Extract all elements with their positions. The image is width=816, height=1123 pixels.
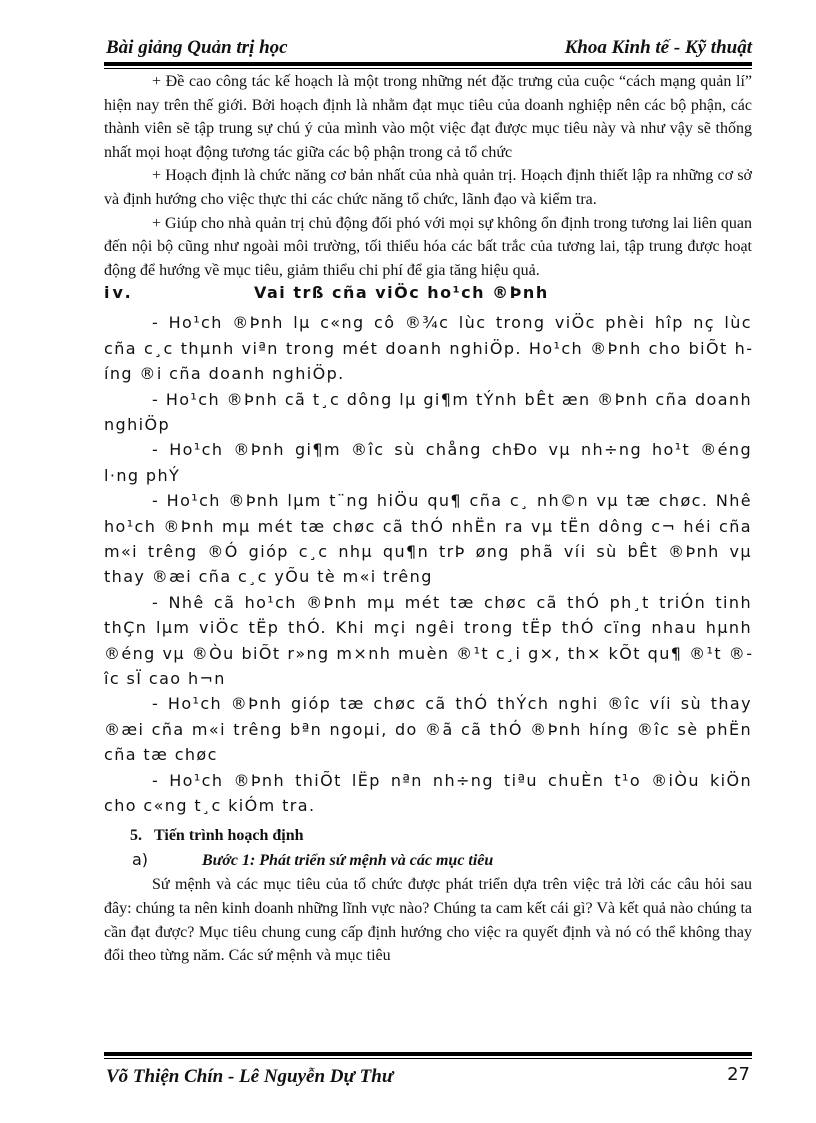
subsection-number: 5.: [130, 827, 142, 845]
page-number: 27: [727, 1064, 750, 1085]
header-rule-thin: [104, 68, 752, 69]
list-item: - Ho¹ch ®Þnh thiÕt lËp nªn nh÷ng tiªu chuÈn t¹o ®iÒu kiÖn cho c«ng t¸c kiÓm tra.: [104, 770, 752, 816]
footer-rule: [104, 1052, 752, 1056]
paragraph: Sứ mệnh và các mục tiêu của tổ chức được phát triển dựa trên việc trả lời các câu hỏi sau đây: chúng ta nên kinh doanh những lĩnh vực nào? Chúng ta cam kết cái gì? Và kết quả nào chúng ta cần đạt được? Mục tiêu chung cung cấp định hướng cho việc ra quyết định và nó có thể không thay đổi theo từng năm. Các sứ mệnh và mục tiêu: [104, 876, 752, 965]
section-number: iv.: [104, 283, 134, 303]
section-heading: [104, 283, 752, 307]
subsection-title: Tiến trình hoạch định: [154, 827, 304, 845]
page-header: [106, 34, 752, 64]
header-course-title: Bài giảng Quản trị học: [106, 37, 288, 58]
header-faculty: Khoa Kinh tế - Kỹ thuật: [564, 37, 752, 58]
header-rule: [104, 62, 752, 66]
paragraph: + Đề cao công tác kế hoạch là một trong những nét đặc trưng của cuộc “cách mạng quản lí” hiện nay trên thế giới. Bởi hoạch định là nhằm đạt mục tiêu của doanh nghiệp nên các bộ phận, các thành viên sẽ tập trung sự chú ý của mình vào một việc đạt được mục tiêu này và như vậy sẽ thống nhất mọi hoạt động tương tác giữa các bộ phận trong cả tổ chức: [104, 73, 752, 161]
paragraph: + Giúp cho nhà quản trị chủ động đối phó với mọi sự không ổn định trong tương lai liên quan đến nội bộ cũng như ngoài môi trường, tối thiểu hóa các bất trắc của tương lai, tập trung được hoạt động để hướng về mục tiêu, giảm thiểu chi phí để gia tăng hiệu quả.: [104, 214, 752, 279]
list-item: - Ho¹ch ®Þnh lµ c«ng cô ®¾c lùc trong viÖc phèi hîp nç lùc cña c¸c thµnh viªn trong mét doanh nghiÖp. Ho¹ch ®Þnh cho biÕt híng ®i cña doanh nghiÖp.: [104, 313, 752, 384]
page-footer: [106, 1062, 752, 1092]
list-item: - Ho¹ch ®Þnh gióp tæ chøc cã thÓ thÝch nghi ®îc víi sù thay ®æi cña m«i trêng bªn ngoµi, do ®ã cã thÓ ®Þnh híng ®îc sè phËn cña tæ chøc: [104, 694, 752, 765]
list-item: - Ho¹ch ®Þnh gi¶m ®îc sù chång chÐo vµ nh÷ng ho¹t ®éng l·ng phÝ: [104, 440, 752, 485]
paragraph: + Hoạch định là chức năng cơ bản nhất của nhà quản trị. Hoạch định thiết lập ra những cơ sở và định hướng cho việc thực thi các chức năng tổ chức, lãnh đạo và kiểm tra.: [104, 167, 752, 208]
list-item: - Ho¹ch ®Þnh lµm t¨ng hiÖu qu¶ cña c¸ nh©n vµ tæ chøc. Nhê ho¹ch ®Þnh mµ mét tæ chøc cã thÓ nhËn ra vµ tËn dông c¬ héi cña m«i trêng ®Ó gióp c¸c nhµ qu¶n trÞ øng phã víi sù bÊt ®Þnh vµ thay ®æi cña c¸c yÕu tè m«i trêng: [104, 491, 752, 587]
section-title: Vai trß cña viÖc ho¹ch ®Þnh: [254, 283, 549, 303]
step-marker: a): [132, 850, 149, 870]
step-heading: [132, 848, 752, 873]
step-title: Bước 1: Phát triển sứ mệnh và các mục tiêu: [202, 852, 494, 870]
list-item: - Ho¹ch ®Þnh cã t¸c dông lµ gi¶m tÝnh bÊt æn ®Þnh cña doanh nghiÖp: [104, 389, 752, 434]
footer-authors: Võ Thiện Chín - Lê Nguyễn Dự Thư: [106, 1066, 394, 1087]
footer-rule-thin: [104, 1058, 752, 1059]
subsection-heading: [130, 824, 752, 848]
list-item: - Nhê cã ho¹ch ®Þnh mµ mét tæ chøc cã thÓ ph¸t triÓn tinh thÇn lµm viÖc tËp thÓ. Khi mçi ngêi trong tËp thÓ cïng nhau hµnh ®éng vµ ®Òu biÕt r»ng m×nh muèn ®¹t c¸i g×, th× kÕt qu¶ ®¹t ®îc sÏ cao h¬n: [104, 592, 752, 689]
page-content: [104, 70, 752, 968]
